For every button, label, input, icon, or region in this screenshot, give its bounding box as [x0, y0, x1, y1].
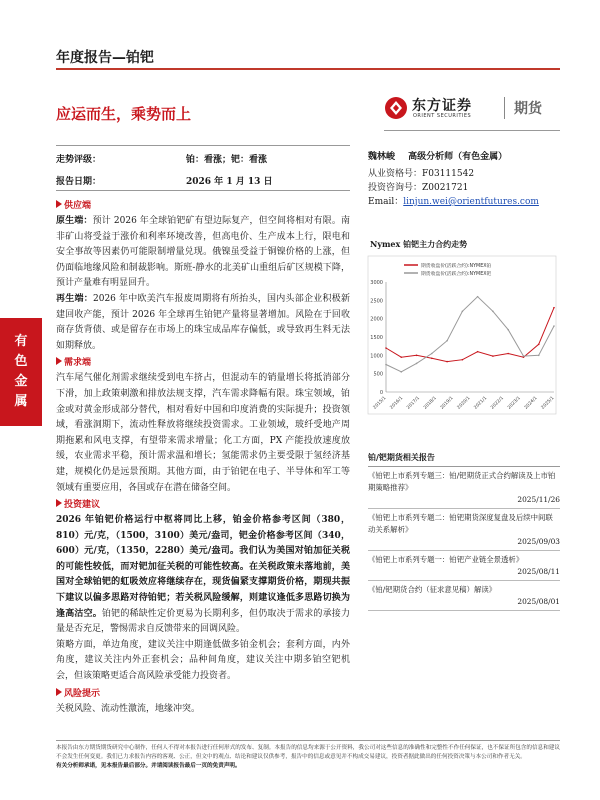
data-point: [507, 353, 509, 355]
report-category: 年度报告—铂钯: [56, 50, 154, 66]
data-point: [553, 325, 555, 327]
x-tick-label: 2025/1: [540, 395, 556, 411]
data-point: [431, 357, 433, 359]
y-tick-label: 1500: [370, 335, 383, 341]
data-point: [416, 363, 418, 365]
related-reports-list: [368, 470, 560, 614]
x-tick-label: 2020/1: [456, 395, 472, 411]
triangle-bullet-icon: [56, 499, 62, 507]
report-date: 2025/11/26: [517, 495, 560, 504]
email-label: Email：: [368, 197, 404, 207]
demand-heading: 需求端: [56, 356, 350, 371]
analyst-name: 魏林峻: [368, 152, 396, 162]
logo-separator: [504, 97, 505, 119]
report-date: 2025/08/11: [517, 567, 560, 576]
report-title-text: 《铂钯上市系列专题一：铂钯产业链全景透析》: [368, 555, 524, 564]
data-point: [462, 359, 464, 361]
report-title: 应运而生，乘势而上: [56, 105, 192, 123]
analyst-role: 高级分析师（有色金属）: [408, 152, 508, 162]
x-tick-label: 2018/1: [423, 395, 438, 411]
series-line-palladium: [386, 297, 554, 372]
data-point: [477, 296, 479, 298]
logo-divider: [384, 130, 560, 131]
data-point: [400, 371, 402, 373]
legend-label: 期货收盘价(活跃合约):NYMEX钯: [421, 272, 492, 277]
sector-side-tab: [0, 318, 42, 426]
triangle-bullet-icon: [56, 357, 62, 365]
risk-paragraph: 关税风险、流动性激流，地缘冲突。: [56, 703, 201, 714]
analyst-email-link[interactable]: linjun.wei@orientfutures.com: [403, 197, 539, 207]
rating-value: 铂：看涨；钯：看涨: [186, 155, 268, 165]
data-point: [538, 355, 540, 357]
triangle-bullet-icon: [56, 200, 62, 208]
data-point: [385, 347, 387, 349]
triangle-bullet-icon: [56, 688, 62, 696]
report-list-item[interactable]: [368, 512, 560, 551]
chart-title: Nymex 铂钯主力合约走势: [370, 239, 468, 249]
report-date: 2025/09/03: [517, 537, 560, 546]
report-list-item[interactable]: [368, 584, 560, 611]
risk-heading: 风险提示: [56, 687, 350, 702]
data-point: [462, 311, 464, 313]
logo-division: 期货: [514, 101, 542, 117]
logo-chinese-name: 东方证券: [412, 98, 472, 114]
data-point: [477, 351, 479, 353]
report-title-text: 《铂钯上市系列专题三：铂/钯期货正式合约解读及上市铂期策略推荐》: [368, 471, 556, 492]
data-point: [538, 344, 540, 346]
series-line-platinum: [386, 308, 554, 362]
date-value: 2026 年 1 月 13 日: [186, 177, 273, 187]
data-point: [553, 307, 555, 309]
date-label: 报告日期：: [56, 177, 102, 187]
orient-logo-icon: [384, 96, 408, 120]
data-point: [507, 329, 509, 331]
x-tick-label: 2016/1: [389, 395, 405, 411]
qualification-number: 从业资格号：F03111542: [368, 169, 475, 179]
footer-divider: [56, 740, 560, 741]
x-tick-label: 2021/1: [473, 395, 489, 411]
data-point: [492, 311, 494, 313]
supply-recycled-paragraph: 再生端：2026 年中欧美汽车报废周期将有所抬头，国内头部企业积极新建回收产能，预计 2026 年全球再生铂钯产量将显著增加。风险在于回收商存货背债、或是留存在市场上的珠宝成品库存偏低，或导致再生料无法如期释放。: [56, 293, 350, 351]
data-point: [492, 355, 494, 357]
data-point: [400, 356, 402, 358]
data-point: [431, 353, 433, 355]
meta-divider-bottom: [56, 190, 350, 191]
legend-label: 期货收盘价(活跃合约):NYMEX铂: [421, 264, 492, 269]
header-divider: [56, 68, 560, 70]
y-tick-label: 500: [373, 371, 383, 378]
investment-heading: 投资建议: [56, 498, 350, 513]
company-logo: [384, 94, 560, 124]
data-point: [416, 355, 418, 357]
y-tick-label: 1000: [370, 353, 383, 360]
x-tick-label: 2017/1: [406, 395, 422, 411]
supply-heading: 供应端: [56, 199, 350, 214]
analyst-info: [368, 150, 560, 209]
data-point: [446, 361, 448, 363]
investment-paragraph: 2026 年铂钯价格运行中枢将同比上移，铂金价格参考区间（380，810）元/克，（1500，3100）美元/盎司，钯金价格参考区间（340，600）元/克，（1350，2280）美元/盎司。我们认为美国对铂加征关税的可能性较低，而对钯加征关税的可能性较高。在关税政策未落地前，美国对全球铂钯的虹吸效应将继续存在，现货偏紧支撑期货价格，期现共振下建议以偏多思路对待铂钯；若关税风险缓解，则建议逢低多思路切换为逢高沽空。铂钯的稀缺性定价更易为长期利多，但仍取决于需求的承接力量是否充足，警惕需求自反馈带来的回调风险。: [56, 515, 350, 635]
report-list-item[interactable]: [368, 554, 560, 581]
related-reports-divider: [368, 466, 560, 467]
price-chart: [364, 252, 560, 418]
x-tick-label: 2019/1: [439, 395, 455, 411]
report-title-text: 《铂钯上市系列专题二：铂钯期货深度复盘及后续中间联动关系解析》: [368, 513, 553, 534]
data-point: [446, 340, 448, 342]
analyst-name-line: [368, 150, 560, 164]
report-summary: [56, 199, 350, 717]
chart-frame: [368, 256, 556, 414]
report-date: 2025/08/01: [517, 597, 560, 606]
x-tick-label: 2023/1: [507, 395, 522, 411]
sector-label: 有色金属: [14, 334, 28, 409]
report-list-item[interactable]: [368, 470, 560, 509]
disclaimer-note: 有关分析师承诺，见本报告最后部分。并请阅读报告最后一页的免责声明。: [56, 763, 241, 769]
email-line: [368, 195, 560, 209]
x-tick-label: 2015/1: [372, 395, 388, 411]
meta-divider-top: [56, 145, 350, 146]
x-tick-label: 2024/1: [523, 395, 539, 411]
y-tick-label: 0: [379, 390, 383, 396]
data-point: [523, 355, 525, 357]
disclaimer-text: 本报告由东方期货期货研究中心制作，任何人不得对本报告进行任何形式的发布、复制。本报告的信息均来源于公开资料，我公司对这些信息的准确性和完整性不作任何保证，也不保证所包含的信息和建议不会发生任何变更。我们已力求报告内容的客观、公正，但文中的观点、结论和建议仅供参考，报告中的信息或意见并不构成交易建议，投资者据此做出的任何投资决策与本公司和作者无关。: [56, 745, 560, 760]
y-tick-label: 2000: [370, 316, 383, 323]
disclaimer: [56, 744, 560, 771]
report-title-text: 《铂/钯期货合约（征求意见稿）解读》: [368, 585, 497, 594]
rating-label: 走势评级：: [56, 155, 102, 165]
data-point: [385, 364, 387, 366]
x-tick-label: 2022/1: [490, 395, 506, 411]
related-reports-heading: 铂/钯期货相关报告: [368, 452, 435, 462]
consulting-number: 投资咨询号：Z0021721: [368, 183, 469, 193]
supply-primary-paragraph: 原生端：预计 2026 年全球铂钯矿有望边际复产，但空间将相对有限。南非矿山将受益于涨价和利率环境改善，但高电价、生产成本上行，限电和安全事故等因素仍可能限制增量兑现。俄镍虽受益于铜镍价格的上涨，但仍面临地缘风险和制裁影响。斯班-静水的北美矿山重组后矿区规模下降，预计产量难有明显回升。: [56, 216, 350, 289]
y-tick-label: 2500: [370, 298, 383, 305]
strategy-paragraph: 策略方面，单边角度，建议关注中期逢低做多铂金机会；套利方面，内外角度，建议关注内外正套机会；品种间角度，建议关注中期多铂空钯机会，但该策略更适合高风险承受能力投资者。: [56, 639, 350, 682]
logo-english-name: ORIENT SECURITIES: [413, 113, 472, 119]
demand-paragraph: 汽车尾气催化剂需求继续受到电车挤占，但混动车的销量增长将抵消部分下滑，加上政策刺激和排放法规支撑，汽车需求降幅有限。珠宝领域，铂金或对黄金形成部分替代，相对看好中国和印度消费的实际提升；投资领域，看涨洞期下，流动性释放将继续投资需求。工业领域，玻纤受地产周期拖累和风电支撑，有望带来需求增量；化工方面，PX 产能投放速度放缓，农业需求平稳，预计需求温和增长；氢能需求仍主要受限于氢经济基建，规模化仍是远景预期。其他方面，由于铂钯在电子、半导体和军工等领域有重要应用，各国或存在潜在储备空间。: [56, 373, 350, 493]
y-tick-label: 3000: [370, 280, 383, 286]
